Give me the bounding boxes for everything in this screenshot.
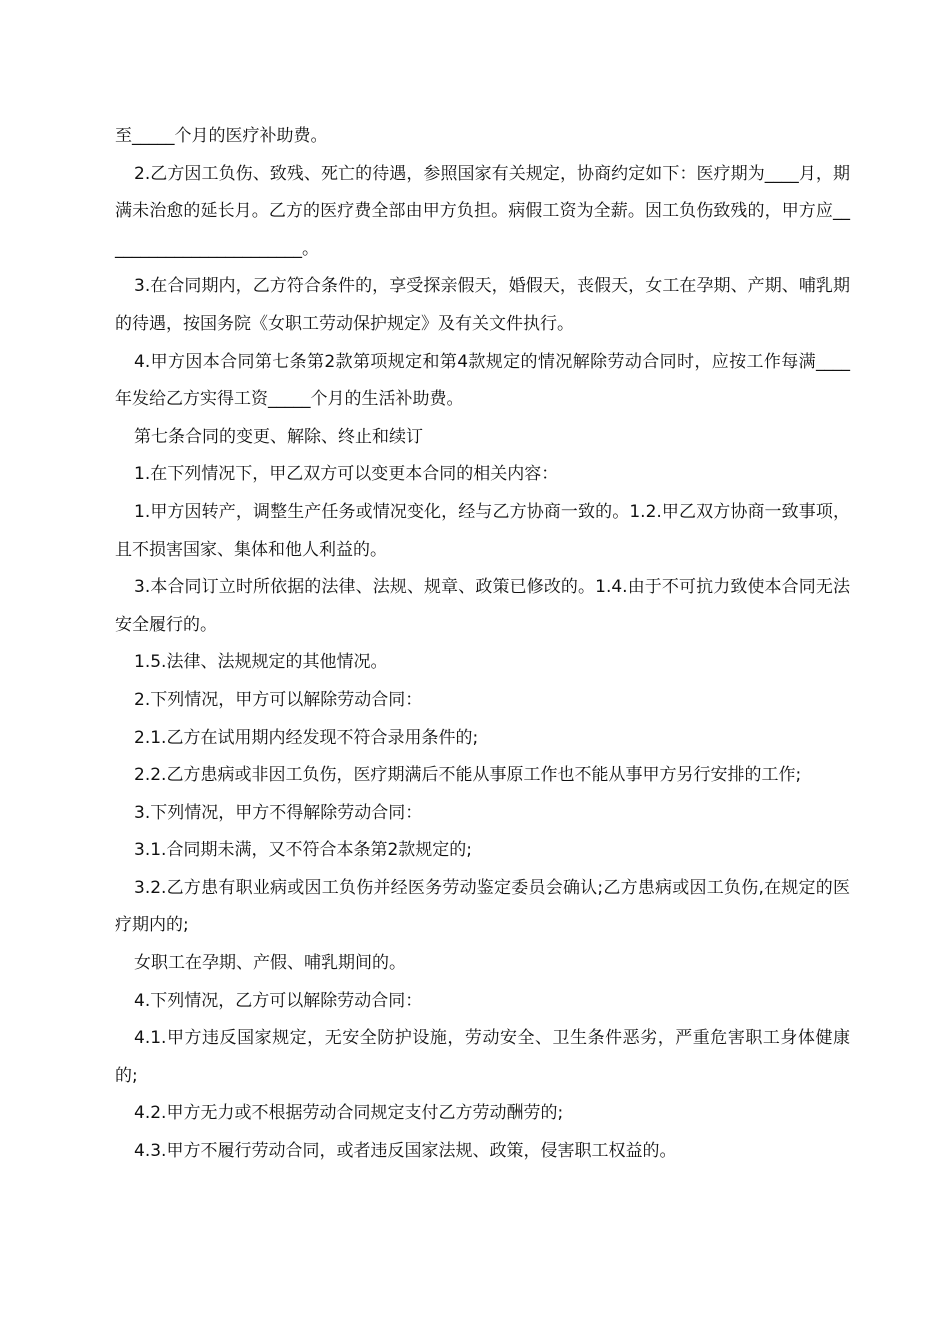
paragraph-change-item-1-5: 1.5.法律、法规规定的其他情况。 xyxy=(134,652,388,673)
paragraph-medical-subsidy-continuation: 至_____个月的医疗补助费。 xyxy=(115,126,328,146)
paragraph-employee-terminate-item-4-3: 4.3.甲方不履行劳动合同，或者违反国家法规、政策，侵害职工权益的。 xyxy=(134,1141,677,1162)
paragraph-employee-terminate-item-4-2: 4.2.甲方无力或不根据劳动合同规定支付乙方劳动酬劳的; xyxy=(134,1103,564,1124)
paragraph-change-item-1-1: 1.甲方因转产，调整生产任务或情况变化，经与乙方协商一致的。1.2.甲乙双方协商一致事项，且不损害国家、集体和他人利益的。 xyxy=(115,501,850,560)
paragraph-contract-change-conditions: 1.在下列情况下，甲乙双方可以变更本合同的相关内容： xyxy=(134,464,559,485)
paragraph-terminate-item-2-1: 2.1.乙方在试用期内经发现不符合录用条件的; xyxy=(134,727,479,748)
paragraph-employer-may-not-terminate: 3.下列情况，甲方不得解除劳动合同： xyxy=(134,802,423,823)
paragraph-change-item-1-3: 3.本合同订立时所依据的法律、法规、规章、政策已修改的。1.4.由于不可抗力致使本合同无法安全履行的。 xyxy=(115,577,850,635)
section-heading-article-seven: 第七条合同的变更、解除、终止和续订 xyxy=(134,426,423,447)
paragraph-injury-treatment: 2.乙方因工负伤、致残、死亡的待遇，参照国家有关规定，协商约定如下：医疗期为____月，期满未治愈的延长月。乙方的医疗费全部由甲方负担。病假工资为全薪。因工负伤致残的，甲方应________________________。 xyxy=(115,163,850,259)
paragraph-leave-benefits: 3.在合同期内，乙方符合条件的，享受探亲假天，婚假天，丧假天，女工在孕期、产期、哺乳期的待遇，按国务院《女职工劳动保护规定》及有关文件执行。 xyxy=(115,276,850,334)
paragraph-employer-may-terminate: 2.下列情况，甲方可以解除劳动合同： xyxy=(134,689,423,710)
paragraph-employee-terminate-item-4-1: 4.1.甲方违反国家规定，无安全防护设施，劳动安全、卫生条件恶劣，严重危害职工身体健康的; xyxy=(115,1028,850,1086)
paragraph-living-subsidy: 4.甲方因本合同第七条第2款第项规定和第4款规定的情况解除劳动合同时，应按工作每满____年发给乙方实得工资_____个月的生活补助费。 xyxy=(115,351,850,410)
paragraph-no-terminate-item-3-2: 3.2.乙方患有职业病或因工负伤并经医务劳动鉴定委员会确认;乙方患病或因工负伤,在规定的医疗期内的; xyxy=(115,877,850,936)
document-body xyxy=(115,118,850,1171)
paragraph-terminate-item-2-2: 2.2.乙方患病或非因工负伤，医疗期满后不能从事原工作也不能从事甲方另行安排的工作; xyxy=(134,765,802,786)
paragraph-employee-may-terminate: 4.下列情况，乙方可以解除劳动合同： xyxy=(134,990,423,1011)
paragraph-female-worker-protection: 女职工在孕期、产假、哺乳期间的。 xyxy=(134,953,406,974)
paragraph-no-terminate-item-3-1: 3.1.合同期未满，又不符合本条第2款规定的; xyxy=(134,840,472,861)
